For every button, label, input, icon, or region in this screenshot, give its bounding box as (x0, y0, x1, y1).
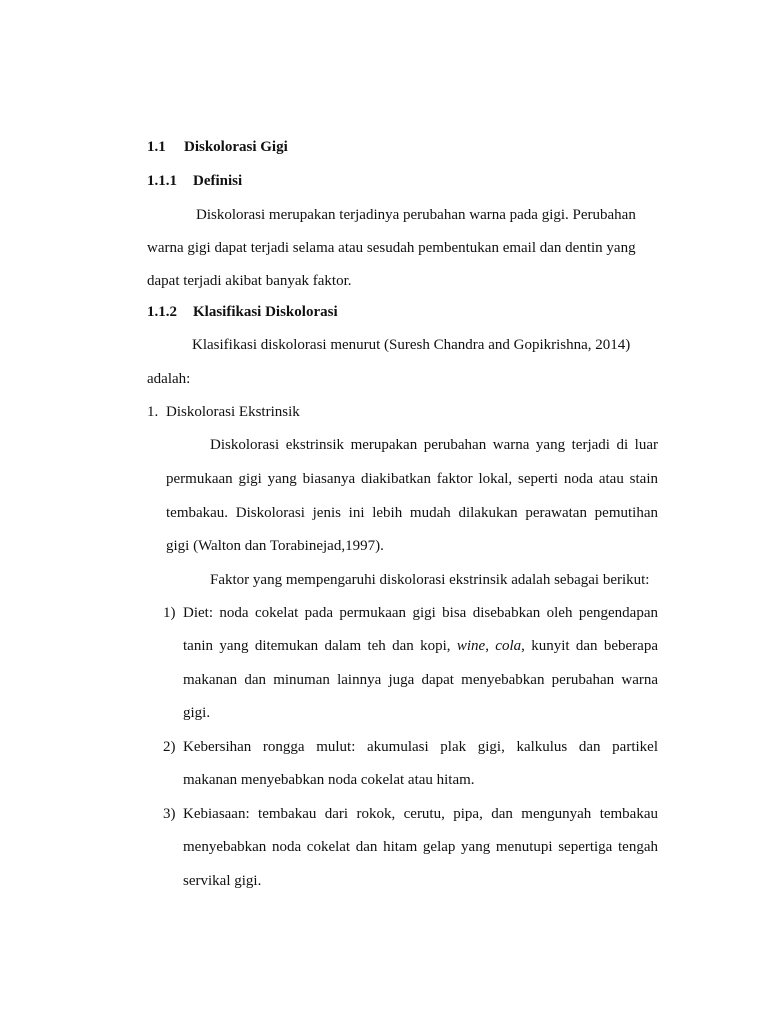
subsection-2-number: 1.1.2 (147, 304, 177, 320)
extrinsic-line-3: tembakau. Diskolorasi jenis ini lebih mudah dilakukan perawatan pemutihan (166, 505, 658, 521)
section-title: Diskolorasi Gigi (184, 139, 288, 155)
factors-intro: Faktor yang mempengaruhi diskolorasi ekstrinsik adalah sebagai berikut: (210, 572, 650, 588)
factor-3-number: 3) (163, 806, 176, 822)
extrinsic-line-4: gigi (Walton dan Torabinejad,1997). (166, 538, 384, 554)
extrinsic-line-2: permukaan gigi yang biasanya diakibatkan faktor lokal, seperti noda atau stain (166, 471, 658, 487)
factor-1-line-2-text-c: , (485, 638, 496, 654)
factor-3-line-3: servikal gigi. (183, 873, 262, 889)
factor-1-line-4: gigi. (183, 705, 211, 721)
extrinsic-line-1: Diskolorasi ekstrinsik merupakan perubahan warna yang terjadi di luar (210, 437, 658, 453)
factor-1-line-2 (183, 637, 658, 655)
definition-line-3: dapat terjadi akibat banyak faktor. (147, 273, 352, 289)
classification-intro-line-1: Klasifikasi diskolorasi menurut (Suresh Chandra and Gopikrishna, 2014) (192, 337, 631, 353)
list-item-1-number: 1. (147, 404, 159, 420)
section-number: 1.1 (147, 139, 166, 155)
factor-3-line-2: menyebabkan noda cokelat dan hitam gelap yang menutupi sepertiga tengah (183, 839, 658, 855)
factor-1-number: 1) (163, 605, 176, 621)
factor-2-line-1: Kebersihan rongga mulut: akumulasi plak gigi, kalkulus dan partikel (183, 739, 658, 755)
factor-1-line-1: Diet: noda cokelat pada permukaan gigi bisa disebabkan oleh pengendapan (183, 605, 658, 621)
factor-3-line-1: Kebiasaan: tembakau dari rokok, cerutu, pipa, dan mengunyah tembakau (183, 806, 658, 822)
factor-1-line-2-text-a: tanin yang ditemukan dalam teh dan kopi, (183, 638, 457, 654)
factor-1-line-3: makanan dan minuman lainnya juga dapat menyebabkan perubahan warna (183, 672, 658, 688)
list-item-1-title: Diskolorasi Ekstrinsik (166, 404, 300, 420)
subsection-1-number: 1.1.1 (147, 173, 177, 189)
factor-1-wine: wine (456, 638, 486, 654)
factor-2-line-2: makanan menyebabkan noda cokelat atau hitam. (183, 772, 475, 788)
subsection-2-title: Klasifikasi Diskolorasi (193, 304, 338, 320)
definition-line-2: warna gigi dapat terjadi selama atau sesudah pembentukan email dan dentin yang (147, 240, 636, 256)
classification-intro-line-2: adalah: (147, 371, 191, 387)
factor-2-number: 2) (163, 739, 176, 755)
factor-1-line-2-text-e: , kunyit dan beberapa (521, 638, 658, 654)
factor-1-cola: cola (495, 638, 522, 654)
definition-line-1: Diskolorasi merupakan terjadinya perubahan warna pada gigi. Perubahan (196, 207, 636, 223)
subsection-1-title: Definisi (193, 173, 243, 189)
